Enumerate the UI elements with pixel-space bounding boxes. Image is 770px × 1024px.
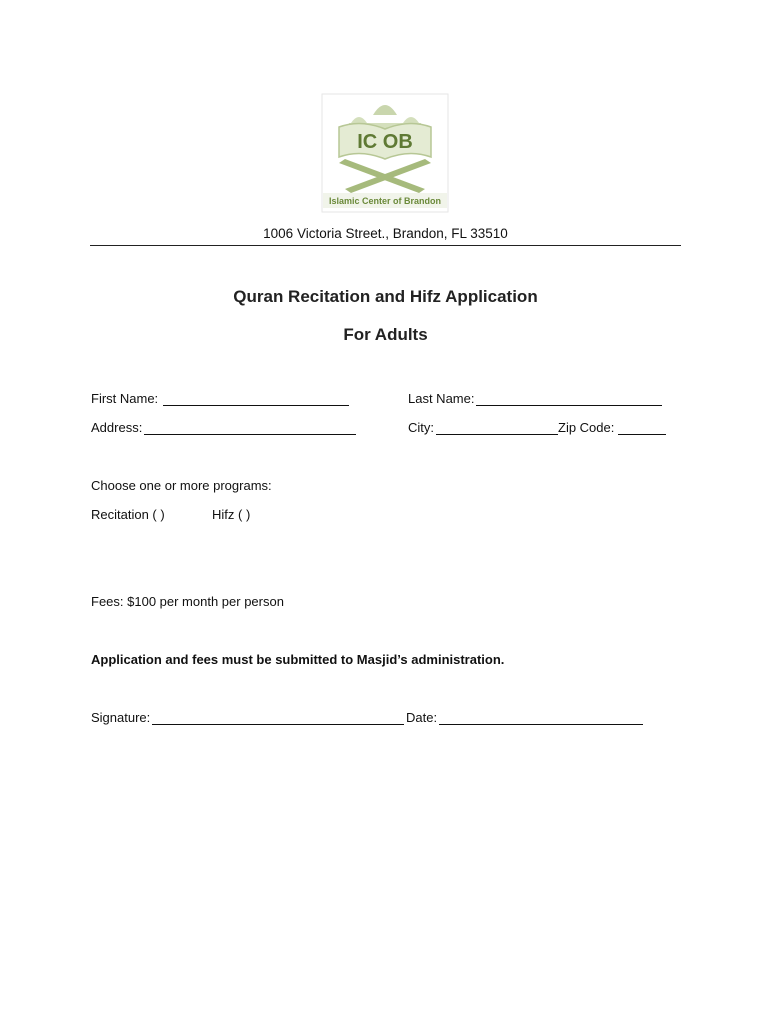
first-name-blank[interactable]	[163, 392, 349, 406]
zip-code-field[interactable]	[558, 420, 666, 435]
logo-org-name: Islamic Center of Brandon	[328, 196, 442, 206]
form-title: Quran Recitation and Hifz Application	[233, 287, 538, 306]
first-name-field[interactable]	[91, 391, 349, 406]
mosque-book-logo-icon	[321, 93, 449, 213]
recitation-option[interactable]: Recitation ( )	[91, 507, 165, 522]
city-label: City:	[408, 420, 434, 435]
programs-label: Choose one or more programs:	[91, 478, 272, 493]
signature-field[interactable]	[91, 710, 404, 725]
last-name-label: Last Name:	[408, 391, 475, 406]
center-address: 1006 Victoria Street., Brandon, FL 33510	[263, 226, 508, 241]
date-label: Date:	[406, 710, 438, 725]
islamic-center-logo	[321, 93, 449, 213]
first-name-label: First Name:	[91, 391, 159, 406]
zip-code-label: Zip Code:	[558, 420, 615, 435]
hifz-option[interactable]: Hifz ( )	[212, 507, 251, 522]
signature-label: Signature:	[91, 710, 151, 725]
last-name-field[interactable]	[408, 391, 662, 406]
city-blank[interactable]	[436, 421, 558, 435]
address-field[interactable]	[91, 420, 356, 435]
last-name-blank[interactable]	[476, 392, 662, 406]
address-label: Address:	[91, 420, 143, 435]
address-blank[interactable]	[144, 421, 356, 435]
zip-code-blank[interactable]	[618, 421, 666, 435]
fees-text: Fees: $100 per month per person	[91, 594, 284, 609]
city-field[interactable]	[408, 420, 558, 435]
date-blank[interactable]	[439, 711, 643, 725]
form-subtitle: For Adults	[343, 325, 428, 344]
logo-monogram: IC OB	[357, 131, 413, 153]
date-field[interactable]	[406, 710, 643, 725]
submission-notice: Application and fees must be submitted to Masjid’s administration.	[91, 652, 505, 667]
signature-blank[interactable]	[152, 711, 404, 725]
header-divider	[90, 245, 681, 246]
